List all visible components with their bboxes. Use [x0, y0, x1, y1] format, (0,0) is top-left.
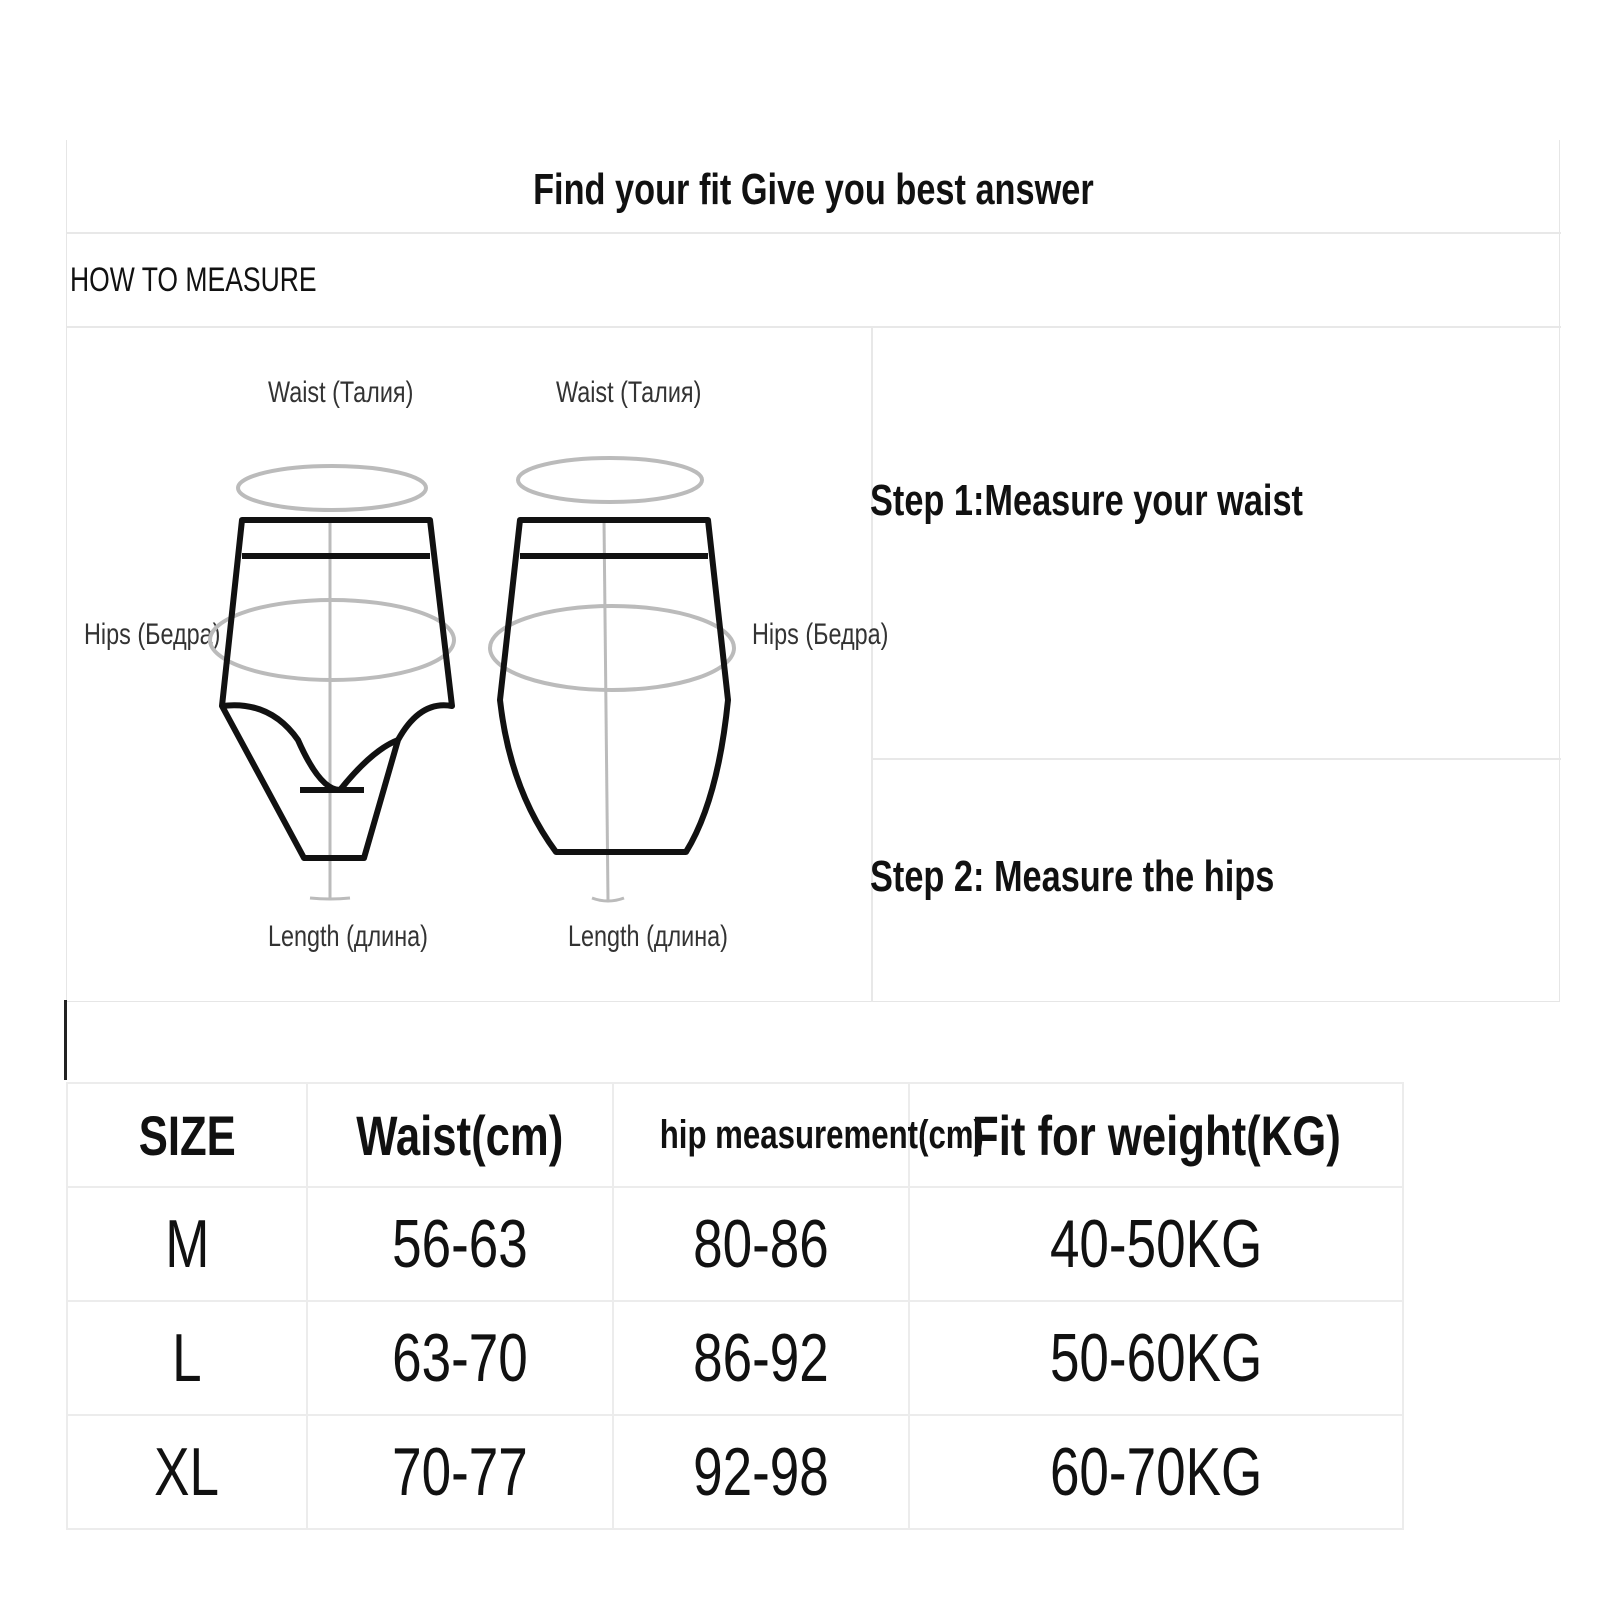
waist-cell: 70-77	[307, 1415, 613, 1529]
size-cell: XL	[67, 1415, 307, 1529]
step-2-text: Step 2: Measure the hips	[870, 852, 1275, 901]
front-hips-label: Hips (Бедра)	[84, 618, 221, 651]
size-cell: L	[67, 1301, 307, 1415]
front-length-label: Length (длина)	[268, 920, 428, 953]
guide-title: Find your fit Give you best answer	[532, 165, 1094, 214]
front-waist-label: Waist (Талия)	[268, 376, 414, 409]
column-header-waist: Waist(cm)	[307, 1083, 613, 1187]
back-hips-label: Hips (Бедра)	[752, 618, 889, 651]
hip-cell: 92-98	[613, 1415, 909, 1529]
hip-cell: 86-92	[613, 1301, 909, 1415]
hip-cell: 80-86	[613, 1187, 909, 1301]
column-header-size: SIZE	[67, 1083, 307, 1187]
back-length-label: Length (длина)	[568, 920, 728, 953]
text-cursor	[64, 1000, 67, 1080]
front-brief-drawing	[210, 466, 454, 900]
column-header-hip: hip measurement(cm)	[613, 1083, 909, 1187]
table-row	[67, 1187, 1403, 1301]
section-label: HOW TO MEASURE	[70, 261, 317, 299]
weight-cell: 40-50KG	[909, 1187, 1403, 1301]
weight-cell: 60-70KG	[909, 1415, 1403, 1529]
column-header-weight: Fit for weight(KG)	[909, 1083, 1403, 1187]
waist-cell: 56-63	[307, 1187, 613, 1301]
size-chart-table	[66, 1082, 1404, 1530]
back-brief-drawing	[490, 458, 734, 901]
weight-cell: 50-60KG	[909, 1301, 1403, 1415]
back-waist-label: Waist (Талия)	[556, 376, 702, 409]
table-row	[67, 1301, 1403, 1415]
table-row	[67, 1415, 1403, 1529]
step-1-text: Step 1:Measure your waist	[870, 476, 1303, 525]
size-cell: M	[67, 1187, 307, 1301]
table-header-row	[67, 1083, 1403, 1187]
waist-cell: 63-70	[307, 1301, 613, 1415]
